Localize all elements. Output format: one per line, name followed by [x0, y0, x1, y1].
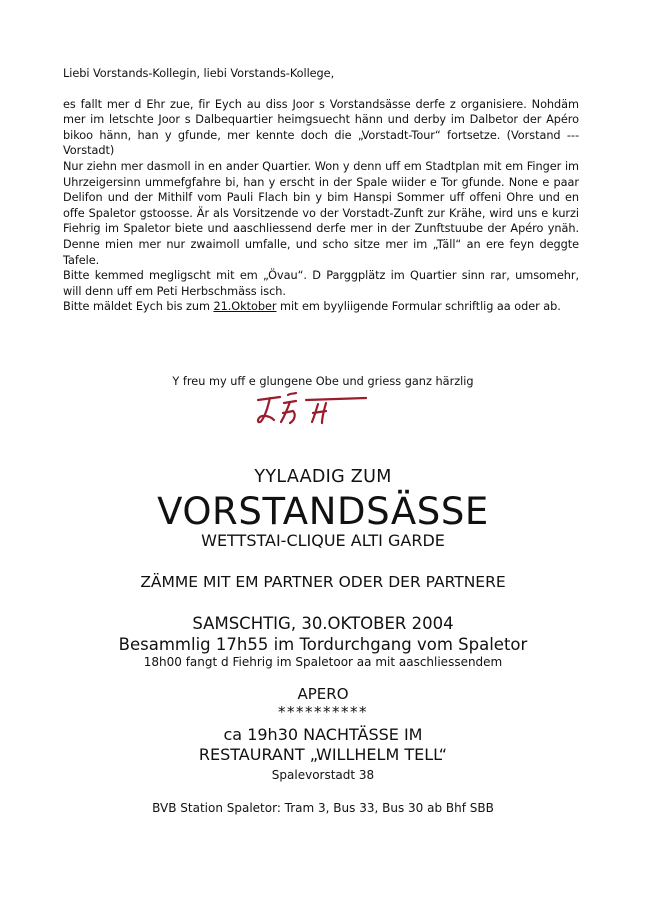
- meeting-point: Besammlig 17h55 im Tordurchgang vom Spaletor: [118, 635, 528, 654]
- signature: [252, 392, 382, 436]
- letter-paragraph-2: Nur ziehn mer dasmoll in en ander Quartier. Won y denn uff em Stadtplan mit em Finger im Uhrzeigersinn ummefgfahre bi, han y erscht in der Spale wiider e Tor gfunde. None e paar Delifon und der Mithilf vom Pauli Flach bin y bim Hanspi Sommer uff offeni Ohre und en offe Spaletor gstoosse. Är als Vorsitzende vo der Vorstadt-Zunft zur Krähe, wird uns e kurzi Fiehrig im Spaletor biete und aaschliessend derfe mer in der Zunftstuube der Apéro ynäh. Denne mien mer nur zwaimoll umfalle, und scho sitze mer im „Täll“ an ere feyn deggte Tafele.: [63, 159, 579, 267]
- dinner-time: ca 19h30 NACHTÄSSE IM: [223, 725, 423, 744]
- letter-body: [63, 66, 579, 315]
- invitation-title: VORSTANDSÄSSE: [157, 490, 489, 533]
- invitation-block: [0, 466, 646, 816]
- restaurant-name: RESTAURANT „WILLHELM TELL“: [198, 745, 448, 764]
- tour-start: 18h00 fangt d Fiehrig im Spaletoor aa mit aaschliessendem: [143, 655, 503, 669]
- transit-info: BVB Station Spaletor: Tram 3, Bus 33, Bus 30 ab Bhf SBB: [152, 801, 494, 815]
- invitation-preheading: YYLAADIG ZUM: [254, 467, 392, 487]
- letter-paragraph-4: [63, 299, 579, 315]
- salutation: Liebi Vorstands-Kollegin, liebi Vorstands-Kollege,: [63, 67, 335, 80]
- closing-line: Y freu my uff e glungene Obe und griess ganz härzlig: [172, 375, 474, 388]
- registration-deadline: 21.Oktober: [213, 300, 277, 314]
- registration-text-before: Bitte mäldet Eych bis zum: [63, 300, 214, 314]
- restaurant-address: Spalevorstadt 38: [271, 768, 375, 782]
- letter-paragraph-3: Bitte kemmed megligscht mit em „Övau“. D Parggplätz im Quartier sinn rar, umsomehr, will denn uff em Peti Herbschmäss isch.: [63, 269, 579, 298]
- partner-line: ZÄMME MIT EM PARTNER ODER DER PARTNERE: [140, 573, 506, 591]
- apero-heading: APERO: [297, 685, 349, 703]
- invitation-subtitle: WETTSTAI-CLIQUE ALTI GARDE: [201, 531, 445, 550]
- signature-drawing: [252, 392, 382, 432]
- registration-text-after: mit em byyliigende Formular schriftlig aa oder ab.: [276, 300, 561, 314]
- event-date: SAMSCHTIG, 30.OKTOBER 2004: [192, 614, 454, 633]
- stars-divider: **********: [278, 703, 368, 721]
- letter-paragraph-1: es fallt mer d Ehr zue, fir Eych au diss Joor s Vorstandsässe derfe z organisiere. Nohdäm mer im letschte Joor s Dalbequartier heimgsuecht hänn und derby im Dalbetor der Apéro bikoo hänn, han y gfunde, mer kennte doch die „Vorstadt-Tour“ fortsetze. (Vorstand --- Vorstadt): [63, 97, 579, 158]
